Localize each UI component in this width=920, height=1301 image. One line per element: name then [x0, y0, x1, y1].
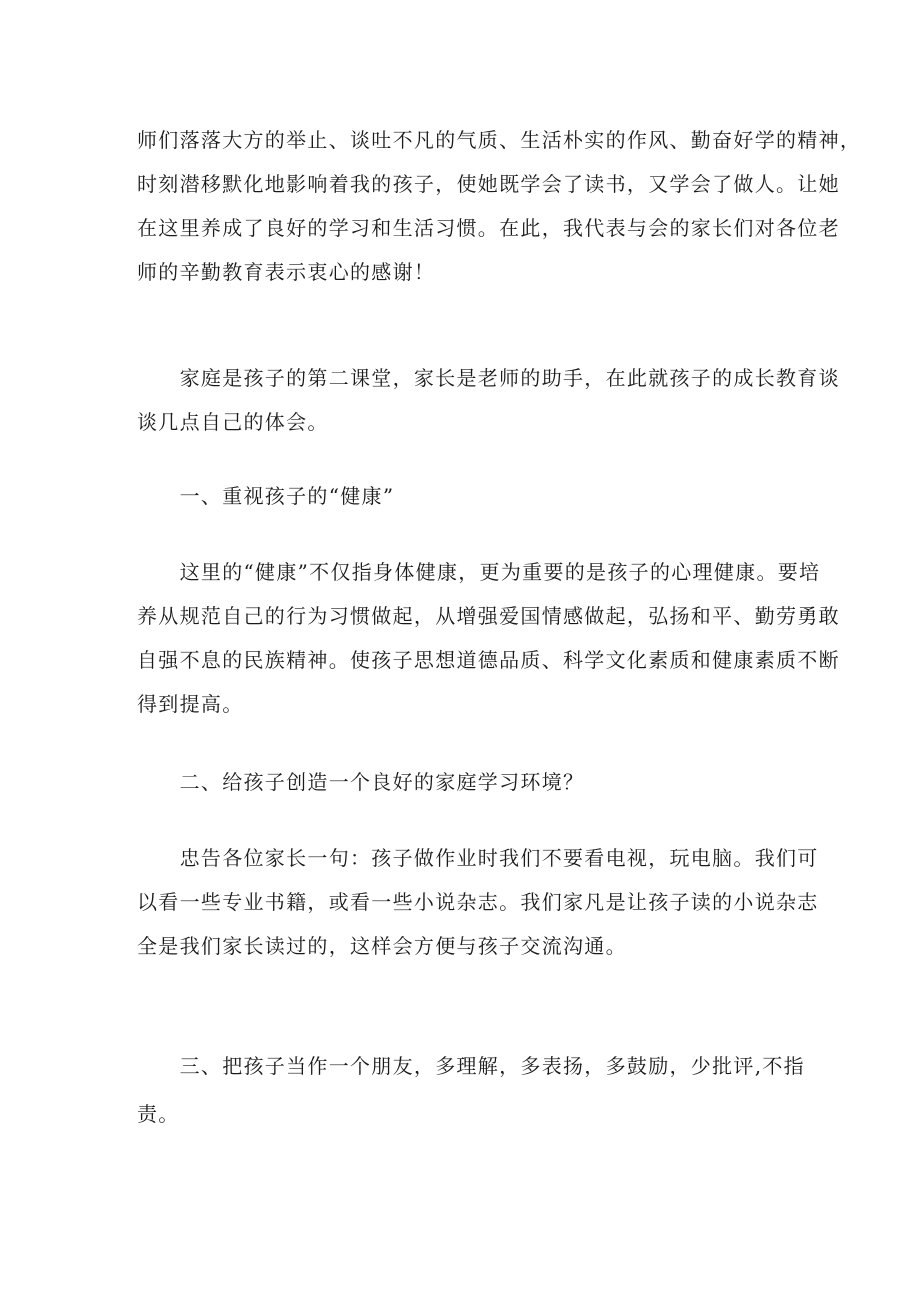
heading-study-environment: [137, 760, 787, 804]
text-line: 全是我们家长读过的，这样会方便与孩子交流沟通。: [137, 934, 627, 958]
section-heading: 一、重视孩子的“健康”: [137, 484, 395, 508]
paragraph-treat-as-friend: [137, 1040, 805, 1136]
text-line: 师的辛勤教育表示衷心的感谢！: [137, 260, 436, 284]
text-line: 时刻潜移默化地影响着我的孩子，使她既学会了读书，又学会了做人。让她: [137, 172, 840, 196]
paragraph-advice: [137, 836, 819, 968]
text-line: 以看一些专业书籍，或看一些小说杂志。我们家凡是让孩子读的小说杂志: [137, 890, 819, 914]
paragraph-health-details: [137, 550, 840, 726]
text-line: 养从规范自己的行为习惯做起，从增强爱国情感做起，弘扬和平、勤劳勇敢: [137, 604, 840, 628]
text-line: 三、把孩子当作一个朋友，多理解，多表扬，多鼓励，少批评,不指: [137, 1054, 805, 1078]
paragraph-teachers-thanks: [137, 118, 862, 294]
text-line: 在这里养成了良好的学习和生活习惯。在此，我代表与会的家长们对各位老: [137, 216, 840, 240]
text-line: 自强不息的民族精神。使孩子思想道德品质、科学文化素质和健康素质不断: [137, 648, 840, 672]
text-line: 责。: [137, 1102, 180, 1126]
text-line: 师们落落大方的举止、谈吐不凡的气质、生活朴实的作风、勤奋好学的精神，: [137, 128, 862, 152]
section-heading: 二、给孩子创造一个良好的家庭学习环境？: [137, 770, 585, 794]
heading-health: [137, 474, 787, 518]
text-line: 忠告各位家长一句：孩子做作业时我们不要看电视，玩电脑。我们可: [137, 846, 819, 870]
text-line: 得到提高。: [137, 692, 244, 716]
text-line: 谈几点自己的体会。: [137, 410, 329, 434]
text-line: 这里的“健康”不仅指身体健康，更为重要的是孩子的心理健康。要培: [137, 560, 821, 584]
text-line: 家庭是孩子的第二课堂，家长是老师的助手，在此就孩子的成长教育谈: [137, 366, 840, 390]
paragraph-family-classroom: [137, 356, 840, 444]
